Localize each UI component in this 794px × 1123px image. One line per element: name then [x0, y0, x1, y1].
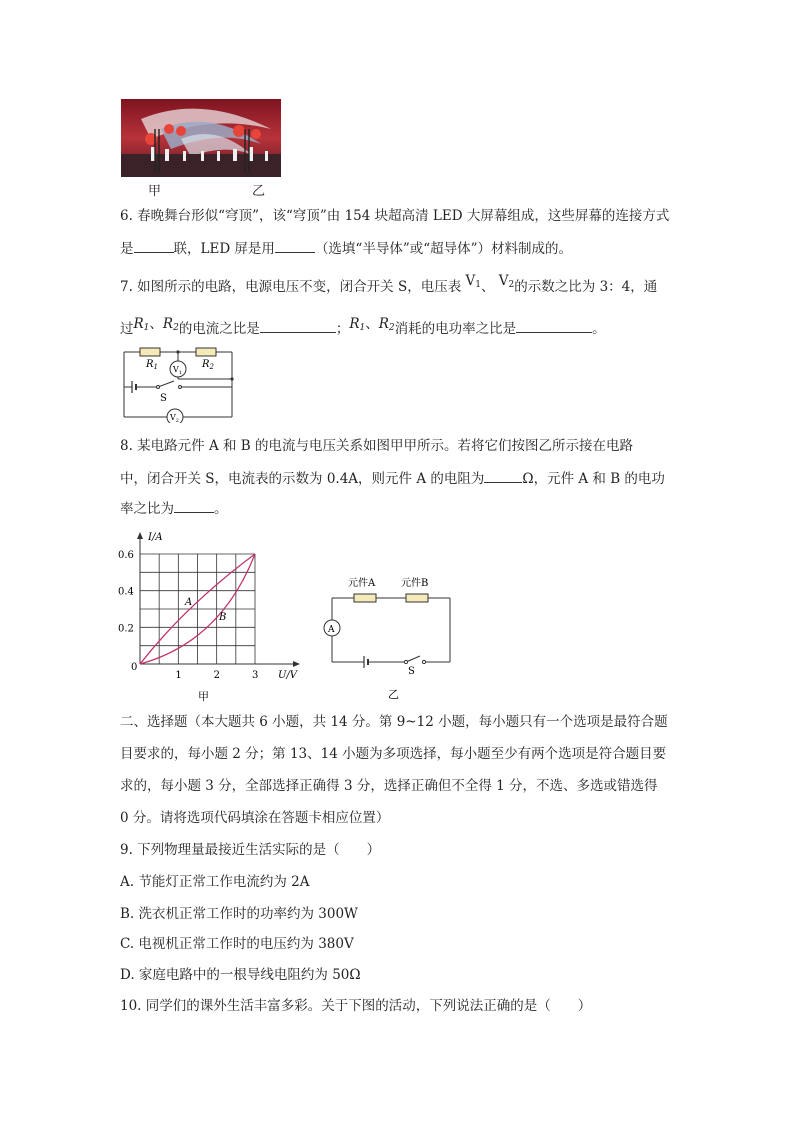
q6-line2 — [120, 238, 572, 259]
q7-text-c: 过 — [120, 321, 134, 337]
q8-text-b: Ω，元件 A 和 B 的电功 — [522, 471, 665, 487]
curve-b-label: B — [219, 612, 227, 623]
q7-line1 — [120, 273, 658, 301]
q8-line2 — [120, 468, 665, 489]
q8-circuit-diagram — [320, 572, 460, 706]
q8-blank-1 — [484, 468, 522, 483]
q7-v1-meter-label: $V_1$ — [173, 365, 182, 376]
q9-option-c: C. 电视机正常工作时的电压约为 380V — [120, 936, 354, 952]
y-tick-label: 0.2 — [118, 623, 134, 635]
q7-circuit-diagram — [118, 343, 240, 427]
q6-blank-2 — [275, 238, 315, 253]
graph-caption: 甲 — [198, 690, 209, 703]
q8-line3 — [120, 498, 228, 519]
element-b-label: 元件B — [401, 578, 429, 589]
photo-label-right: 乙 — [252, 184, 266, 199]
section2-line1: 二、选择题（本大题共 6 小题，共 14 分。第 9~12 小题，每小题只有一个选项是最符合题 — [120, 714, 668, 730]
y-tick-label: 0.6 — [118, 550, 134, 561]
q7-r1: $R_1$ — [133, 316, 150, 333]
q7-text-g: 。 — [592, 321, 606, 337]
q9-option-a: A. 节能灯正常工作电流约为 2A — [120, 874, 310, 890]
q7-sep1: 、 — [481, 279, 495, 295]
q7-blank-1 — [260, 318, 336, 333]
q9-stem: 9. 下列物理量最接近生活实际的是（ ） — [120, 842, 381, 858]
q8-text-a: 中，闭合开关 S，电流表的示数为 0.4A，则元件 A 的电阻为 — [120, 471, 485, 487]
element-a-label: 元件A — [348, 578, 376, 589]
x-tick-label: 1 — [175, 670, 182, 681]
q6-text-c: （选填“半导体”或“超导体”）材料制成的。 — [314, 241, 573, 257]
q7-v2: $V_2$ — [498, 273, 515, 290]
q8-line1: 8. 某电路元件 A 和 B 的电流与电压关系如图甲甲所示。若将它们按图乙所示接在电路 — [120, 438, 634, 454]
ammeter-label: A — [328, 625, 335, 635]
q7-blank-2 — [516, 318, 592, 333]
section2-line4: 0 分。请将选项代码填涂在答题卡相应位置） — [120, 810, 390, 826]
y-tick-label: 0.4 — [118, 586, 134, 598]
q7-text-d: 的电流之比是 — [178, 321, 260, 337]
x-axis-label: U/V — [278, 670, 298, 681]
q7-text-a: 7. 如图所示的电路，电源电压不变，闭合开关 S，电压表 — [120, 279, 462, 295]
section2-line2: 目要求的，每小题 2 分；第 13、14 小题为多项选择，每小题至少有两个选项是符合题目要 — [120, 746, 667, 762]
q6-text-b: 联，LED 屏是用 — [173, 241, 275, 257]
q7-r1b: $R_1$ — [349, 316, 366, 333]
circuit-caption: 乙 — [388, 688, 399, 701]
q7-r2: $R_2$ — [162, 316, 179, 333]
q10-stem: 10. 同学们的课外生活丰富多彩。关于下图的活动，下列说法正确的是（ ） — [120, 998, 592, 1014]
q6-blank-1 — [134, 238, 174, 253]
q7-v1: $V_1$ — [465, 273, 481, 290]
q6-line1: 6. 春晚舞台形似“穹顶”，该“穹顶”由 154 块超高清 LED 大屏幕组成，这些屏幕的连接方式 — [120, 208, 670, 224]
q9-option-b: B. 洗衣机正常工作时的功率约为 300W — [120, 906, 358, 922]
q8-blank-2 — [174, 498, 214, 513]
q7-line2 — [120, 318, 606, 343]
q7-r2b: $R_2$ — [378, 316, 395, 333]
y-axis-label: I/A — [148, 532, 163, 543]
q7-text-f: 消耗的电功率之比是 — [394, 321, 517, 337]
q8-text-c: 率之比为 — [120, 501, 174, 517]
q7-r2-label: $R_2$ — [202, 359, 214, 371]
q8-switch-label: S — [408, 666, 415, 677]
q7-sep2: 、 — [149, 316, 163, 332]
origin-label: 0 — [131, 662, 138, 673]
x-tick-label: 2 — [213, 670, 221, 681]
curve-a-label: A — [185, 597, 193, 608]
section2-line3: 求的，每小题 3 分，全部选择正确得 3 分，选择正确但不全得 1 分，不选、多选或错选得 — [120, 778, 658, 794]
q9-option-d: D. 家庭电路中的一根导线电阻约为 50Ω — [120, 967, 361, 983]
q7-text-e: ； — [335, 321, 350, 337]
q8-iv-graph — [118, 528, 308, 710]
q7-v2-meter-label: $V_2$ — [170, 413, 179, 423]
x-tick-label: 3 — [252, 670, 259, 681]
q7-sep3: 、 — [365, 316, 379, 332]
q7-text-b: 的示数之比为 3：4，通 — [514, 279, 658, 295]
q8-text-d: 。 — [214, 501, 228, 517]
q6-text-a: 是 — [120, 241, 134, 257]
q7-r1-label: $R_1$ — [146, 359, 158, 371]
photo-label-left: 甲 — [148, 184, 162, 199]
q7-switch-label: S — [160, 393, 167, 404]
stage-photo — [121, 99, 281, 177]
